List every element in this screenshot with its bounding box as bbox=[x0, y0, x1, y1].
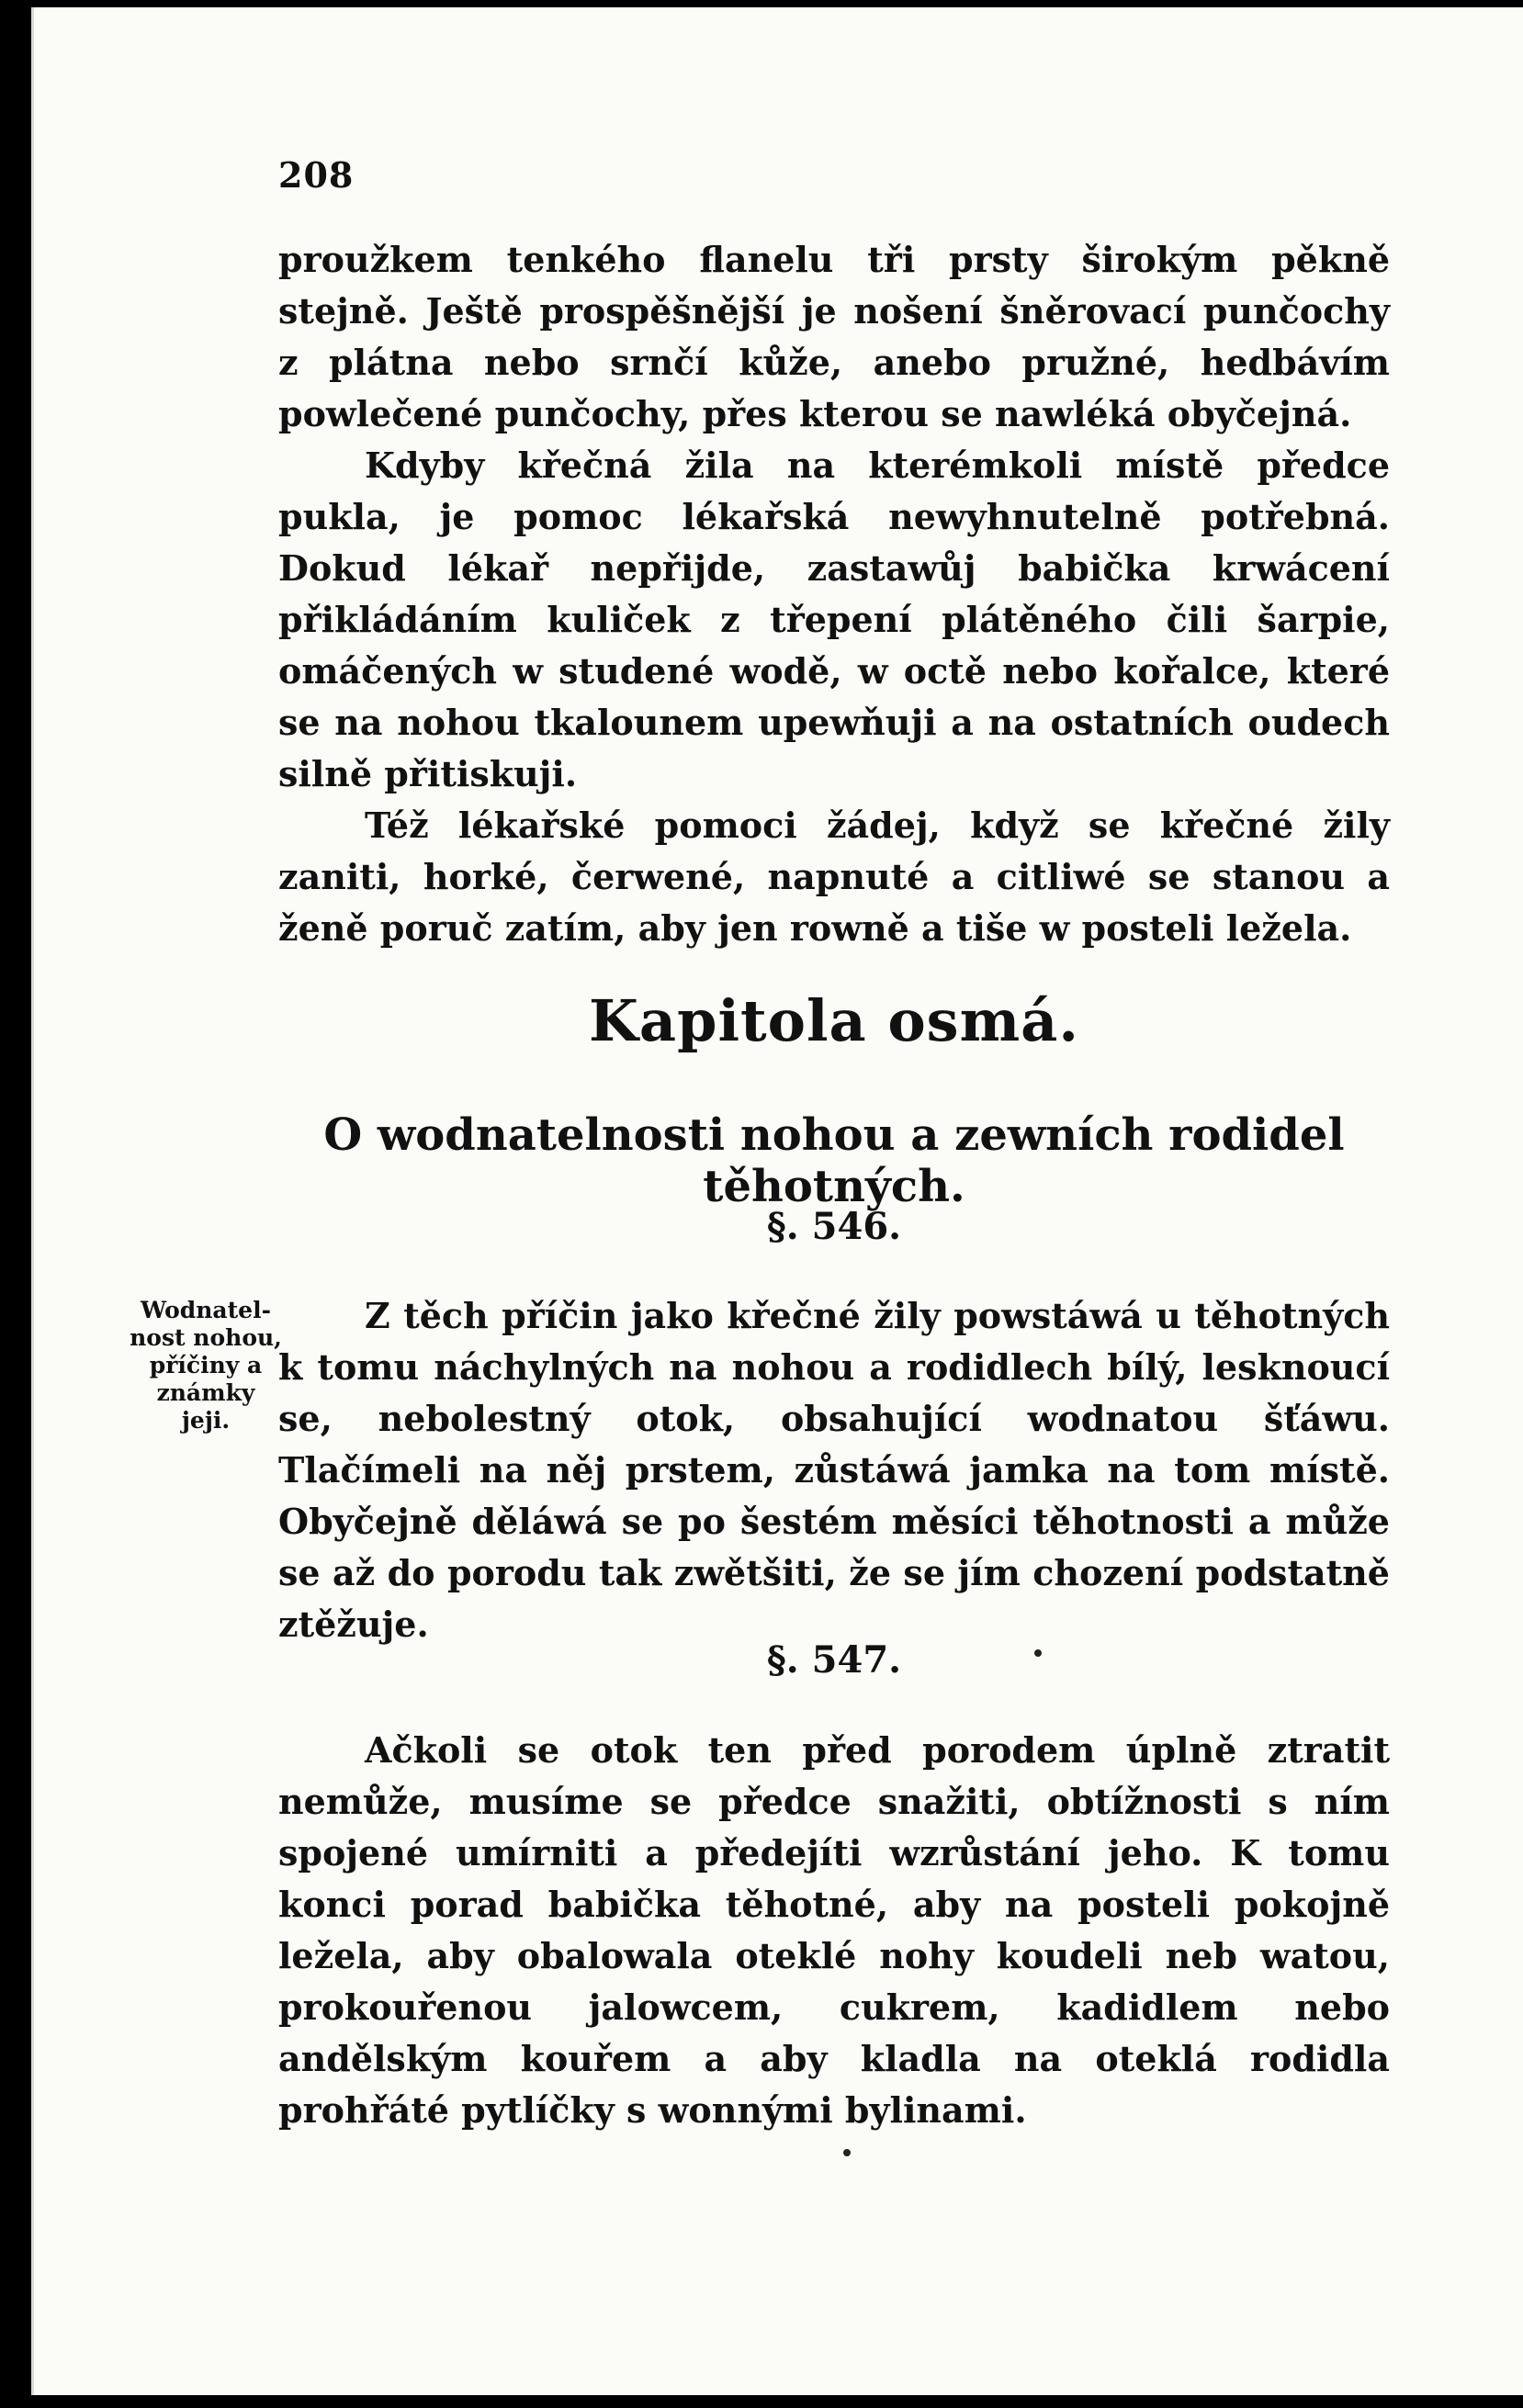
paragraph: Též lékařské pomoci žádej, když se křečné žily zaniti, horké, čerwené, napnuté a citliwé se stanou a ženě poruč zatím, aby jen rowně a tiše w posteli ležela. bbox=[278, 805, 1390, 949]
chapter-subheading: O wodnatelnosti nohou a zewních rodidel těhotných. bbox=[323, 1109, 1345, 1212]
paragraph: Ačkoli se otok ten před porodem úplně ztratit nemůže, musíme se předce snažiti, obtížnosti s ním spojené umírniti a předejíti wzrůstání jeho. K tomu konci porad babička těhotné, aby na posteli pokojně ležela, aby obalowala oteklé nohy koudeli neb watou, prokouřenou jalowcem, cukrem, kadidlem nebo andělským kouřem a aby kladla na oteklá rodidla prohřáté pytlíčky s wonnými bylinami. bbox=[278, 1729, 1390, 2131]
paragraph: proužkem tenkého flanelu tři prsty širokým pěkně stejně. Ještě prospěšnější je nošení šněrovací punčochy z plátna nebo srnčí kůže, anebo pružné, hedbávím powlečené punčochy, přes kterou se nawléká obyčejná. bbox=[278, 239, 1390, 434]
section-mark-547: §. 547. bbox=[766, 1638, 902, 1682]
section-mark-546: §. 546. bbox=[766, 1205, 902, 1248]
ink-speck bbox=[1034, 1649, 1042, 1657]
ink-speck bbox=[843, 2149, 851, 2156]
top-text-block bbox=[278, 234, 1390, 954]
section-546-text bbox=[278, 1290, 1390, 1650]
paragraph: Z těch příčin jako křečné žily powstáwá u těhotných k tomu náchylných na nohou a rodidlech bílý, lesknoucí se, nebolestný otok, obsahující wodnatou šťáwu. Tlačímeli na něj prstem, zůstáwá jamka na tom místě. Obyčejně děláwá se po šestém měsíci těhotnosti a může se až do porodu tak zwětšiti, že se jím chození podstatně ztěžuje. bbox=[278, 1295, 1390, 1645]
chapter-heading: Kapitola osmá. bbox=[589, 987, 1079, 1054]
page-number: 208 bbox=[278, 154, 355, 196]
section-547-text bbox=[278, 1725, 1390, 2136]
margin-note: Wodnatel- nost nohou, příčiny a známky jeji. bbox=[130, 1297, 282, 1434]
paragraph: Kdyby křečná žila na kterémkoli místě předce pukla, je pomoc lékařská newyhnutelně potřebná. Dokud lékař nepřijde, zastawůj babička krwácení přikládáním kuliček z třepení plátěného čili šarpie, omáčených w studené wodě, w octě nebo kořalce, které se na nohou tkalounem upewňuji a na ostatních oudech silně přitiskuji. bbox=[278, 444, 1390, 794]
